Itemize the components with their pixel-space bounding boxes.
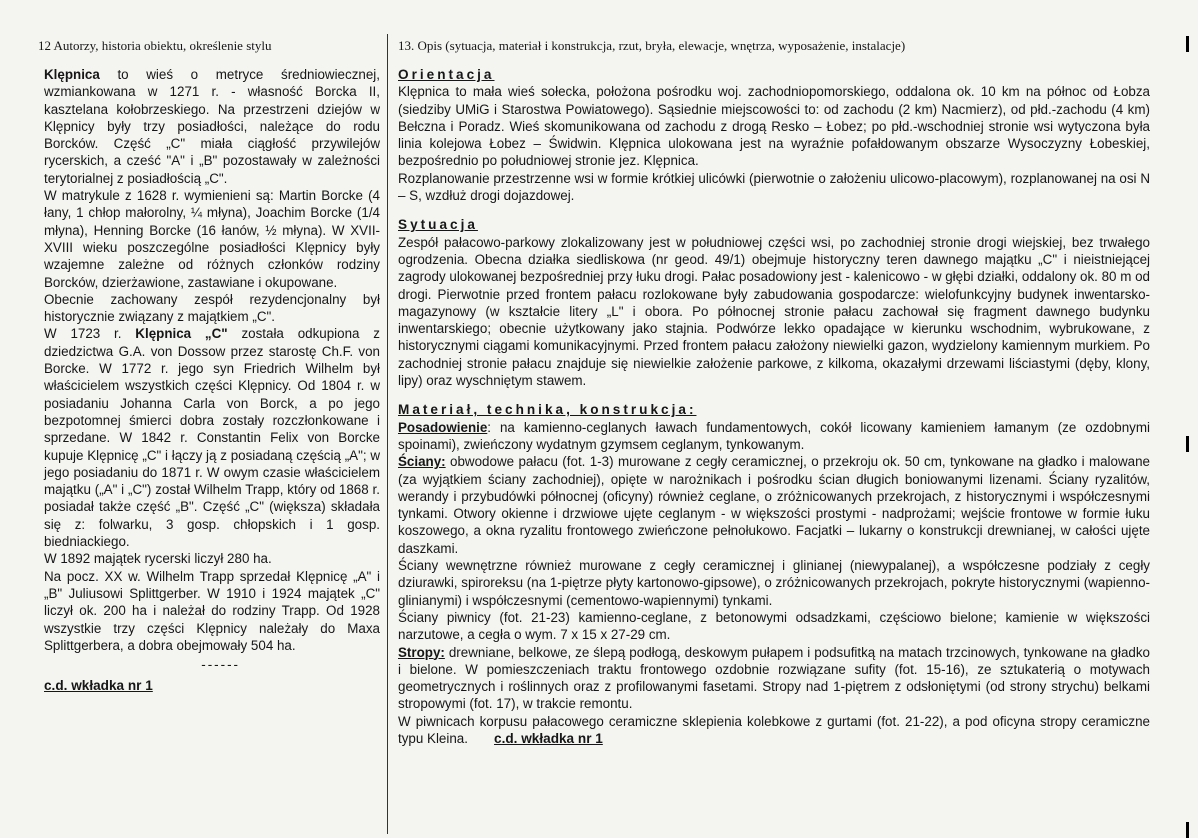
stropy-paragraph [398,644,1150,713]
section-gap [398,204,1150,216]
orientacja-paragraph: Klępnica to mała wieś sołecka, położona pośrodku woj. zachodniopomorskiego, oddalona ok. 10 km na północ od Łobza (siedziby UMiG i Starostwa Powiatowego). Sąsiednie miejscowości to: od zachodu (2 km) Nacmierz), od płd.-zachodu (4 km) Bełczna i Poradz. Wieś skomunikowana od zachodu z drogą Resko – Łobez; po płd.-wschodniej stronie wsi wytyczona była linia kolejowa Łobez – Świdwin. Klępnica ulokowana jest na wyraźnie pofałdowanym obszarze Wysoczyzny Łobeskiej, bezpośrednio po południowej stronie jez. Klępnica. [398,84,1150,169]
orientacja-heading: Orientacja [398,67,495,82]
village-name: Klępnica [44,67,100,82]
stropy-text: drewniane, belkowe, ze ślepą podłogą, deskowym pułapem i podsufitką na matach trzcinowych, tynkowane na gładko i bielone. W pomieszczeniach traktu frontowego ozdobnie rozwiązane sufity (fot. 15-16), ze sztukaterią o motywach geometrycznych i roślinnych oraz z profilowanymi fasetami. Stropy nad 1-piętrem z odsłoniętymi (od strony strychu) belkami stropowymi (fot. 17), w trakcie remontu. [398,644,1150,712]
sciany-paragraph: Ściany piwnicy (fot. 21-23) kamienno-ceglane, z betonowymi odsadzkami, częściowo bielone; kamienie w większości narzutowe, a cegła o wym. 7 x 15 x 27-29 cm. [398,609,1150,643]
posadowienie-paragraph [398,419,1150,454]
separator-dashes: ------ [201,657,240,673]
left-column [38,38,380,695]
history-p1-text: to wieś o metryce średniowiecznej, wzmiankowana w 1271 r. - własność Borcka II, kasztelana kołobrzeskiego. Na przestrzeni dziejów w Klępnicy były trzy posiadłości, należące do rodu Borcków. Część „C" miała ciągłość przywilejów rycerskich, a cześć "A" i „B" pozostawały w zależności terytorialnej z posiadłością „C". [44,67,380,186]
stropy-p2-text: W piwnicach korpusu pałacowego ceramiczne sklepienia kolebkowe z gurtami (fot. 21-22), a pod oficyna stropy ceramiczne typu Kleina. [398,713,1150,746]
sciany-paragraph: Ściany wewnętrzne również murowane z cegły ceramicznej i glinianej (niewypalanej), a współczesne podziały z cegły dziurawki, spiroreksu (na 1-piętrze płyty kartonowo-gipsowe), o zróżnicowanych przekrojach, pokryte historycznymi (wapienno-glinianymi) i współczesnymi (cementowo-wapiennymi) tynkami. [398,558,1150,608]
continuation-note: c.d. wkładka nr 1 [44,678,153,694]
section-gap [398,389,1150,401]
history-paragraph: Obecnie zachowany zespół rezydencjonalny był historycznie związany z majątkiem „C". [44,291,380,325]
section-12-header: 12 Autorzy, historia obiektu, określenie stylu [38,38,272,53]
scan-edge-mark [1186,822,1189,838]
section-13-header: 13. Opis (sytuacja, materiał i konstrukcja, rzut, bryła, elewacje, wnętrza, wyposażenie, instalacje) [398,38,906,53]
posadowienie-text: : na kamienno-ceglanych ławach fundamentowych, cokół licowany kamieniem łamanym (ze ozdobnymi spoinami), zwieńczony wydatnym gzymsem ceglanym, tynkowanym. [398,419,1150,452]
history-paragraph [44,325,380,550]
stropy-label: Stropy: [398,644,445,660]
history-paragraph: W matrykule z 1628 r. wymienieni są: Martin Borcke (4 łany, 1 chłop małorolny, ¼ młyna), Joachim Borcke (1/4 młyna), Henning Borcke (16 łanów, ½ młyna). W XVII-XVIII wieku poszczególne posiadłości Klępnicy były wzajemne zależne od różnych członków rodziny Borcków, dzierżawione, zastawiane i okupowane. [44,188,380,290]
scan-edge-mark [1186,36,1189,52]
history-text [44,66,380,695]
history-paragraph: Na pocz. XX w. Wilhelm Trapp sprzedał Klępnicę „A" i „B" Juliusowi Splittgerber. W 1910 i 1924 majątek „C" liczył ok. 200 ha i należał do rodziny Trapp. Od 1928 wszystkie trzy części Klępnicy należały do Maxa Splittgerbera, a dobra obejmowały 504 ha. [44,568,380,653]
sytuacja-heading: Sytuacja [398,217,478,233]
continuation-note: c.d. wkładka nr 1 [494,730,603,746]
klepnica-c-bold: Klępnica „C" [135,326,228,342]
sciany-label: Ściany: [398,454,446,470]
sciany-text: obwodowe pałacu (fot. 1-3) murowane z cegły ceramicznej, o przekroju ok. 50 cm, tynkowane na gładko i malowane (za wyjątkiem ściany zachodniej), opięte w narożnikach i pośrodku ścian długich boniowanymi lizenami. Ściany ryzalitów, werandy i przybudówki północnej (oficyny) również ceglane, o zróżnicowanych przekrojach, z historycznymi i współczesnymi tynkami. Otwory okienne i drzwiowe ujęte ceglanym - w większości prostymi - nadprożami; wejście frontowe w formie łuku koszowego, a okna ryzalitu frontowego zwieńczone pełnołukowo. Facjatki – lukarny o konstrukcji drewnianej, w całości ujęte daszkami. [398,454,1150,556]
column-divider [387,34,388,834]
history-p4-start: W 1723 r. [44,326,136,342]
right-column [398,38,1150,747]
history-paragraph: W 1892 majątek rycerski liczył 280 ha. [44,551,272,567]
description-text [398,66,1150,747]
orientacja-paragraph: Rozplanowanie przestrzenne wsi w formie krótkiej ulicówki (pierwotnie o założeniu ulicowo-placowym), rozplanowanej na osi N – S, wzdłuż drogi dojazdowej. [398,170,1150,204]
sytuacja-paragraph: Zespół pałacowo-parkowy zlokalizowany jest w południowej części wsi, po zachodniej stronie drogi wiejskiej, bez trwałego ogrodzenia. Obecna działka siedliskowa (nr geod. 49/1) obejmuje historyczny teren dawnego majątku „C" i nieistniejącej zagrody ulokowanej bezpośredniej przy łuku drogi. Pałac posadowiony jest - kalenicowo - w głębi działki, oddalony ok. 80 m od drogi. Pierwotnie przed frontem pałacu rozlokowane były zabudowania gospodarcze: wielofunkcyjny budynek inwentarsko-magazynowy (w kształcie litery „L" i obora. Po północnej stronie pałacu zachował się fragment dawnego budynku inwentarskiego; obecnie użytkowany jako stajnia. Podwórze lekko opadające w kierunku wschodnim, wybrukowane, z historycznymi ciągami komunikacyjnymi. Przed frontem pałacu założony niewielki gazon, wydzielony kamiennym murkiem. Po zachodniej stronie pałacu znajduje się niewielkie założenie parkowe, z kilkoma, okazałymi drzewami liściastymi (dęby, klony, lipy) oraz wyschniętym stawem. [398,234,1150,389]
material-heading: Materiał, technika, konstrukcja: [398,402,697,418]
scan-edge-mark [1186,436,1189,452]
stropy-paragraph [398,713,1150,748]
history-paragraph [44,66,380,187]
posadowienie-label: Posadowienie [398,419,488,435]
history-p4-rest: została odkupiona z dziedzictwa G.A. von Dossow przez starostę Ch.F. von Borcke. W 1772 r. jego syn Friedrich Wilhelm był właścicielem wszystkich części Klępnicy. Od 1804 r. w posiadaniu Johanna Carla von Borck, a po jego bezpotomnej śmierci dobra zostały rozczłonkowane i sprzedane. W 1842 r. Constantin Felix von Borcke kupuje Klępnicę „C" i łączy ją z posiadaną częścią „A"; w jego posiadaniu do 1871 r. W owym czasie właścicielem majątku („A" i „C") został Wilhelm Trapp, który od 1868 r. posiadał także część „B". Część „C" (większa) składała się z: folwarku, 3 gosp. chłopskich i 1 gosp. biedniackiego. [44,326,380,550]
sciany-paragraph [398,453,1150,557]
